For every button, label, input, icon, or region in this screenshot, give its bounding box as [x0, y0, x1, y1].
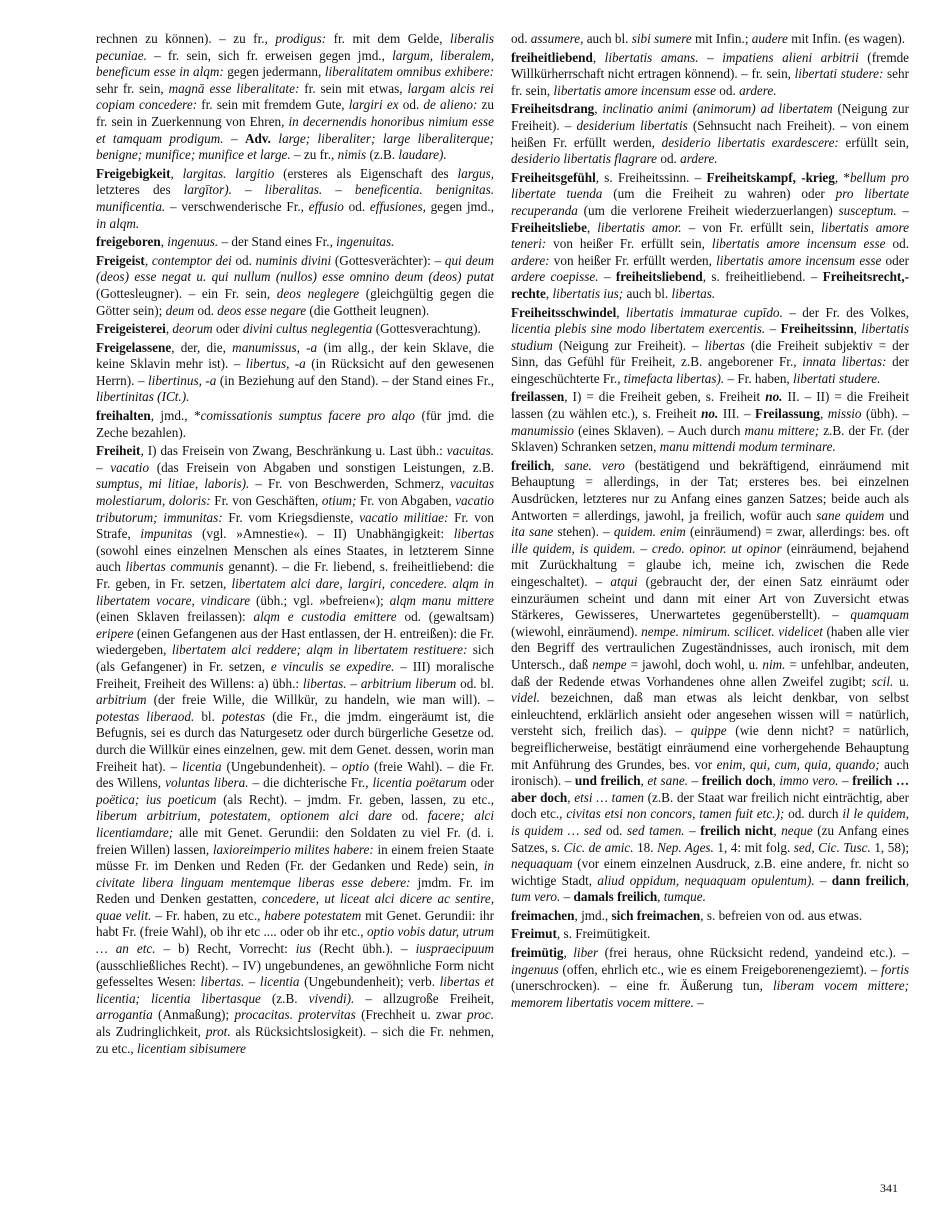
dictionary-entry: Freigeisterei, deorum oder divini cultus neglegentia (Gottesverachtung).: [96, 321, 481, 337]
dictionary-entry: freimütig, liber (frei heraus, ohne Rücksicht redend, yandeind etc.). – ingenuus (offen, ehrlich etc., wie es einem Freigeborenengeziemt). – fortis (unerschrocken). – eine fr. Äußerung tun, liberam vocem mittere; memorem libertatis vocem mittere. –: [511, 945, 909, 1010]
dictionary-entry: Freiheitsschwindel, libertatis immaturae cupīdo. – der Fr. des Volkes, licentia plebis sine modo libertatem exercentis. – Freiheitssinn, libertatis studium (Neigung zur Freiheit). – libertas (die Freiheit subjektiv = der Sinn, das Gefühl für Freiheit, z.B. angeborener Fr., innata libertas: der eingeschüchterte Fr., timefacta libertas). – Fr. haben, libertati studere.: [511, 304, 909, 386]
dictionary-entry: Freigelassene, der, die, manumissus, -a (im allg., der kein Sklave, die keine Sklavin mehr ist). – libertus, -a (in Rücksicht auf den gewesenen Herrn). – libertinus, -a (in Beziehung auf den Stand). – der Stand eines Fr., libertinitas (ICt.).: [96, 339, 494, 405]
dictionary-entry: od. assumere, auch bl. sibi sumere mit Infin.; audere mit Infin. (es wagen).: [511, 31, 906, 46]
dictionary-entry: freiheitliebend, libertatis amans. – impatiens alieni arbitrii (fremde Willkürherrschaft nicht ertragen könnend). – fr. sein, libertati studere: sehr fr. sein, libertatis amore incensum esse od. ardere.: [511, 49, 909, 98]
dictionary-entry: Freigeist, contemptor dei od. numinis divini (Gottesverächter): – qui deum (deos) esse negat u. qui nullum (nullos) esse omnino deum (deos) putat (Gottesleugner). – ein Fr. sein, deos neglegere (gleichgültig gegen die Götter sein); deum od. deos esse negare (die Gottheit leugnen).: [96, 252, 494, 318]
left-column: [96, 31, 494, 1181]
dictionary-entry: Freiheitsdrang, inclinatio animi (animorum) ad libertatem (Neigung zur Freiheit). – desiderium libertatis (Sehnsucht nach Freiheit). – von einem heißen Fr. erfüllt werden, desiderio libertatis exardescere: erfüllt sein, desiderio libertatis flagrare od. ardere.: [511, 101, 909, 167]
dictionary-entry: freilassen, I) = die Freiheit geben, s. Freiheit no. II. – II) = die Freiheit lassen (zu wählen etc.), s. Freiheit no. III. – Freilassung, missio (übh). – manumissio (eines Sklaven). – Auch durch manu mittere; z.B. der Fr. (der Sklaven) Schranken setzen, manu mittendi modum terminare.: [511, 389, 909, 455]
right-column: [511, 31, 909, 1161]
dictionary-entry: Freiheit, I) das Freisein von Zwang, Beschränkung u. Last übh.: vacuitas. – vacatio (das Freisein von Abgaben und sonstigen Leistungen, z.B. sumptus, mi litiae, laboris). – Fr. von Beschwerden, Schmerz, vacuitas molestiarum, doloris: Fr. von Geschäften, otium; Fr. von Abgaben, vacatio tributorum; immunitas: Fr. vom Kriegsdienste, vacatio militiae: Fr. von Strafe, impunitas (vgl. »Amnestie«). – II) Unabhängigkeit: libertas (sowohl eines einzelnen Menschen als eines Staates, in letzterem Sinne auch libertas communis genannt). – die Fr. liebend, s. freiheitliebend: die Fr. geben, in Fr. setzen, libertatem alci dare, largiri, concedere. alqm in libertatem vocare, vindicare (übh.; vgl. »befreien«); alqm manu mittere (einen Sklaven freilassen): alqm e custodia emittere od. (gewaltsam) eripere (einen Gefangenen aus der Hast entlassen, der H. entreißen): die Fr. wiedergeben, libertatem alci reddere; alqm in libertatem restituere: sich (als Gefangener) in Fr. setzen, e vinculis se expedire. – III) moralische Freiheit, Freiheit des Willens: a) übh.: libertas. – arbitrium liberum od. bl. arbitrium (der freie Wille, die Willkür, zu handeln, wie man will). – potestas liberaod. bl. potestas (die Fr., die jmdm. eingeräumt ist, die Befugnis, sei es durch das Naturgesetz oder durch bürgerliche Gesetze od. durch die Willkür eines einzelnen, gew. mit dem Genet. dessen, worin man Freiheit hat). – licentia (Ungebundenheit). – optio (freie Wahl). – die Fr. des Willens, voluntas libera. – die dichterische Fr., licentia poëtarum oder poëtica; ius poeticum (als Recht). – jmdm. Fr. geben, lassen, zu etc., liberum arbitrium, potestatem, optionem alci dare od. facere; alci licentiamdare; alle mit Genet. Gerundii: den Soldaten zu viel Fr. (d. i. freien Willen) lassen, laxioreimperio milites habere: in einem freien Staate müsse Fr. im Denken und Reden (Fr. der Gedanken und Rede) sein, in civitate libera linguam mentemque liberas esse debere: jmdm. Fr. im Reden und Denken gestatten, concedere, ut liceat alci dicere ac sentire, quae velit. – Fr. haben, zu etc., habere potestatem mit Genet. Gerundii: ihr habt Fr. (freie Wahl), ob ihr etc .... oder ob ihr etc., optio vobis datur, utrum … an etc. – b) Recht, Vorrecht: ius (Recht übh.). – iuspraecipuum (ausschließliches Recht). – IV) ungebundenes, an gewöhnliche Form nicht gefesseltes Wesen: libertas. – licentia (Ungebundenheit); verb. libertas et licentia; licentia libertasque (z.B. vivendi). – allzugroße Freiheit, arrogantia (Anmaßung); procacitas. protervitas (Frechheit u. zwar proc. als Zudringlichkeit, prot. als Rücksichtslosigkeit). – sich die Fr. nehmen, zu etc., licentiam sibisumere: [96, 443, 494, 1056]
dictionary-entry: freihalten, jmd., *comissationis sumptus facere pro alqo (für jmd. die Zeche bezahlen).: [96, 408, 494, 440]
dictionary-entry: Freigebigkeit, largitas. largitio (ersteres als Eigenschaft des largus, letzteres des largītor). – liberalitas. – beneficentia. benignitas. munificentia. – verschwenderische Fr., effusio od. effusiones, gegen jmd., in alqm.: [96, 165, 494, 231]
dictionary-entry: rechnen zu können). – zu fr., prodigus: fr. mit dem Gelde, liberalis pecuniae. – fr. sein, sich fr. erweisen gegen jmd., largum, liberalem, beneficum esse in alqm: gegen jedermann, liberalitatem omnibus exhibere: sehr fr. sein, magnā esse liberalitate: fr. sein mit etwas, largam alcis rei copiam concedere: fr. sein mit fremdem Gute, largiri ex od. de alieno: zu fr. sein in Zuerkennung von Ehren, in decernendis honoribus nimium esse et tamquam prodigum. – Adv. large; liberaliter; large liberaliterque; benigne; munifice; munifice et large. – zu fr., nimis (z.B. laudare).: [96, 31, 494, 163]
dictionary-entry: Freimut, s. Freimütigkeit.: [511, 926, 651, 942]
page-number: 341: [880, 1181, 898, 1195]
dictionary-entry: freimachen, jmd., sich freimachen, s. befreien von od. aus etwas.: [511, 907, 863, 923]
dictionary-entry: freigeboren, ingenuus. – der Stand eines Fr., ingenuitas.: [96, 234, 395, 250]
dictionary-entry: freilich, sane. vero (bestätigend und bekräftigend, einräumend mit Behauptung = allerdings, in der Tat; ersteres bes. bei einzelnen Ausdrücken, letzteres nur zu Anfang eines ganzen Satzes; beide auch als Antworten = allerdings, jawohl, ja freilich, wofür auch sane quidem und ita sane stehen). – quidem. enim (einräumend) = zwar, allerdings: bes. oft ille quidem, is quidem. – credo. opinor. ut opinor (einräumend, bejahend mit Zurückhaltung = glaube ich, meine ich, zwischen die Rede eingeschaltet). – atqui (gebraucht der, der einen Satz einräumt oder einzuräumen scheint und dann mit einer Art von Zuversicht etwas Stärkeres, Gewisseres, Unerwartetes gegenüberstellt). – quamquam (wiewohl, einräumend). nempe. nimirum. scilicet. videlicet (haben alle vier den Begriff des vertraulichen Zugeständnisses, auch ironisch, mit dem Untersch., daß nempe = jawohl, doch wohl, u. nim. = unfehlbar, andeuten, daß der Redende etwas Vorhandenes ohne allen Zweifel zugibt; scil. u. videl. bezeichnen, daß man etwas als leicht denkbar, von selbst einleuchtend, erklärlich ansieht oder angesehen wissen will = natürlich, versteht sich, freilich das). – quippe (wie denn nicht? = natürlich, begreiflicherweise, bestätigt einräumend eine vorhergehende Behauptung mit Anführung des Grundes, bes. vor enim, qui, cum, quia, quando; auch ironisch). – und freilich, et sane. – freilich doch, immo vero. – freilich … aber doch, etsi … tamen (z.B. der Staat war freilich nicht einträchtig, aber doch etc., civitas etsi non concors, tamen fuit etc.); od. durch il le quidem, is quidem … sed od. sed tamen. – freilich nicht, neque (zu Anfang eines Satzes, s. Cic. de amic. 18. Nep. Ages. 1, 4: mit folg. sed, Cic. Tusc. 1, 58); nequaquam (vor einem einzelnen Ausdruck, z.B. eine andere, fr. nicht so wichtige Stadt, aliud oppidum, nequaquam opulentum). – dann freilich, tum vero. – damals freilich, tumque.: [511, 457, 909, 905]
dictionary-entry: Freiheitsgefühl, s. Freiheitssinn. – Freiheitskampf, -krieg, *bellum pro libertate tuenda (um die Freiheit zu wahren) oder pro libertate recuperanda (um die verlorene Freiheit wiederzuerlangen) susceptum. – Freiheitsliebe, libertatis amor. – von Fr. erfüllt sein, libertatis amore teneri: von heißer Fr. erfüllt sein, libertatis amore incensum esse od. ardere: von heißer Fr. erfüllt werden, libertatis amore incensum esse oder ardere coepisse. – freiheitsliebend, s. freiheitliebend. – Freiheitsrecht,-rechte, libertatis ius; auch bl. libertas.: [511, 169, 909, 301]
